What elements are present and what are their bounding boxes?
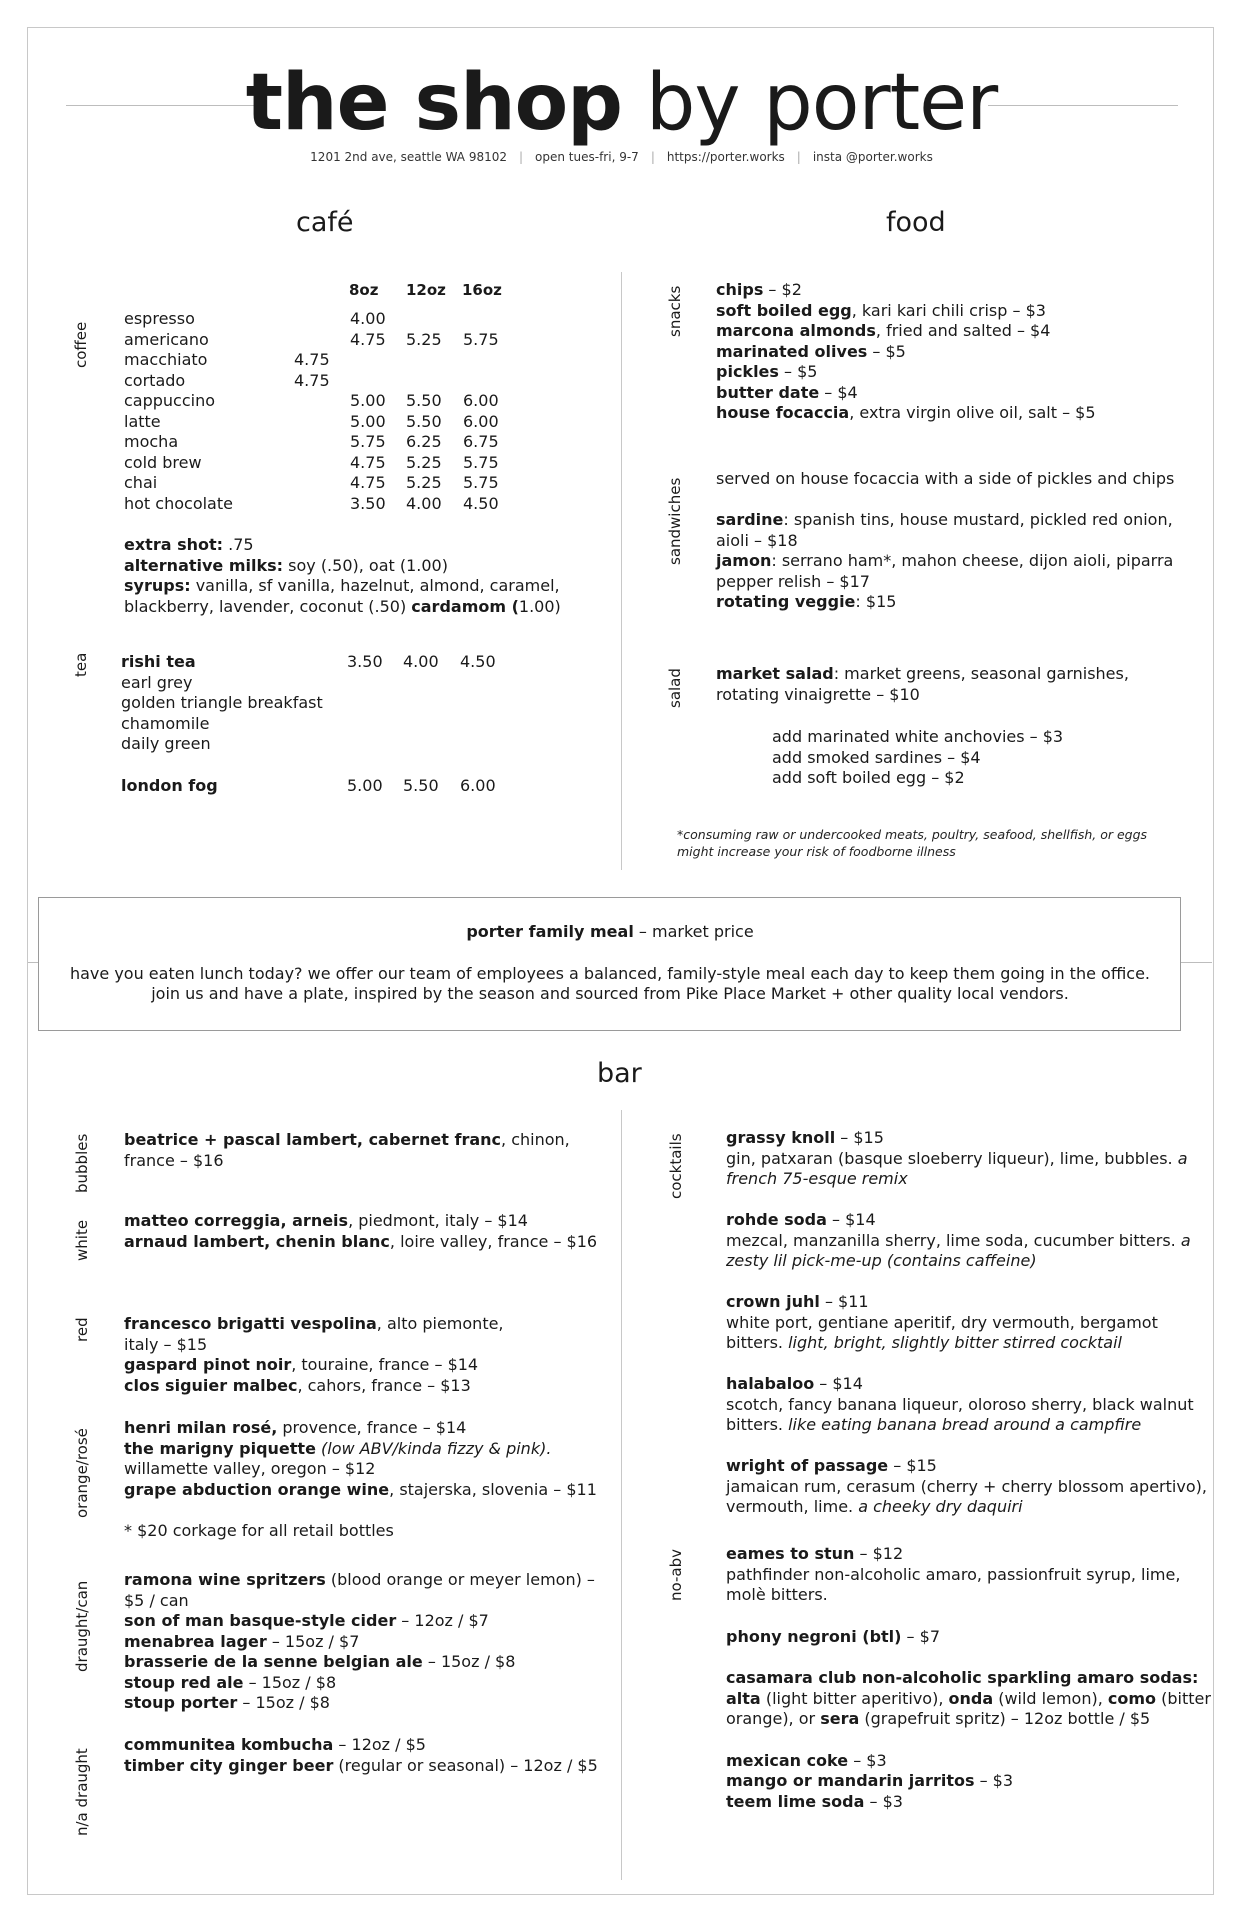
- snack-item: pickles – $5: [716, 362, 818, 381]
- coffee-price-16: 5.75: [463, 473, 499, 492]
- salad-item: market salad: market greens, seasonal garnishes, rotating vinaigrette – $10: [716, 664, 1129, 704]
- draught-list: ramona wine spritzers (blood orange or meyer lemon) – $5 / can son of man basque-style cider – 12oz / $7 menabrea lager – 15oz / $7 brasserie de la senne belgian ale – 15oz / $8 stoup red ale – 15oz / $8 stoup porter – 15oz / $8: [124, 1570, 595, 1712]
- coffee-price-8: 4.75: [350, 329, 386, 349]
- coffee-price-8: 5.00: [350, 391, 386, 410]
- sandwich-list: sardine: spanish tins, house mustard, pickled red onion, aioli – $18 jamon: serrano ham*, mahon cheese, dijon aioli, piparra pepper relish – $17 rotating veggie: $15: [716, 510, 1174, 611]
- coffee-price-12: 5.25: [406, 452, 442, 472]
- cocktail-item: rohde soda – $14 mezcal, manzanilla sherry, lime soda, cucumber bitters. a zesty lil pick-me-up (contains caffeine): [726, 1210, 1191, 1270]
- corkage-note: * $20 corkage for all retail bottles: [124, 1521, 394, 1540]
- size-8oz: 8oz: [349, 281, 379, 299]
- snack-item: house focaccia, extra virgin olive oil, salt – $5: [716, 403, 1096, 422]
- cocktail-item: wright of passage – $15 jamaican rum, cerasum (cherry + cherry blossom apertivo), vermouth, lime. a cheeky dry daquiri: [726, 1456, 1207, 1516]
- coffee-price-8: 3.50: [350, 493, 386, 513]
- na-draught-list: communitea kombucha – 12oz / $5 timber city ginger beer (regular or seasonal) – 12oz / $5: [124, 1735, 598, 1775]
- coffee-name: macchiato: [124, 350, 208, 369]
- sandwich-intro: served on house focaccia with a side of pickles and chips: [716, 469, 1175, 488]
- column-divider-bottom: [621, 1110, 622, 1880]
- coffee-name: hot chocolate: [124, 493, 233, 513]
- no-abv-list: eames to stun – $12 pathfinder non-alcoholic amaro, passionfruit syrup, lime, molè bitters. phony negroni (btl) – $7 casamara club non-alcoholic sparkling amaro sodas: alta (light bitter aperitivo), onda (wild lemon), como (bitter orange), or sera (grapefruit spritz) – 12oz bottle / $5 mexican coke – $3 mango or mandarin jarritos – $3 teem lime soda – $3: [726, 1544, 1211, 1811]
- coffee-price-12: 5.25: [406, 329, 442, 349]
- coffee-price-16: 5.75: [463, 329, 499, 349]
- coffee-price-12: 5.50: [406, 411, 442, 431]
- family-meal-line1: have you eaten lunch today? we offer our team of employees a balanced, family-style meal each day to keep them going in the office.: [69, 964, 1151, 983]
- london-fog-8: 5.00: [347, 776, 383, 795]
- coffee-price-8: 5.75: [350, 432, 386, 451]
- cocktail-list: [726, 1128, 1207, 1538]
- coffee-price-single: 4.75: [294, 370, 330, 390]
- coffee-name: americano: [124, 329, 209, 349]
- na-draught-label: n/a draught: [73, 1748, 91, 1836]
- bar-heading: bar: [597, 1058, 642, 1089]
- tea-label: tea: [72, 652, 90, 677]
- cafe-heading: café: [296, 207, 354, 238]
- food-disclaimer: *consuming raw or undercooked meats, poultry, seafood, shellfish, or eggs might increase your risk of foodborne illness: [677, 827, 1148, 859]
- coffee-price-12: 5.50: [406, 391, 442, 410]
- food-heading: food: [886, 207, 946, 238]
- size-16oz: 16oz: [462, 281, 502, 299]
- salad-addons: add marinated white anchovies – $3 add smoked sardines – $4 add soft boiled egg – $2: [772, 727, 1064, 787]
- london-fog: london fog: [121, 776, 218, 795]
- cocktail-item: crown juhl – $11 white port, gentiane aperitif, dry vermouth, bergamot bitters. light, bright, slightly bitter stirred cocktail: [726, 1292, 1158, 1352]
- page-title: the shop by porter: [245, 58, 998, 148]
- coffee-label: coffee: [72, 321, 90, 368]
- coffee-name: latte: [124, 411, 161, 431]
- snack-item: soft boiled egg, kari kari chili crisp – $3: [716, 300, 1046, 320]
- coffee-price-12: 6.25: [406, 432, 442, 451]
- snack-item: butter date – $4: [716, 382, 858, 402]
- snack-item: marcona almonds, fried and salted – $4: [716, 321, 1051, 340]
- coffee-name: cappuccino: [124, 391, 216, 410]
- edge-tick-left: [28, 962, 38, 963]
- coffee-price-8: 4.75: [350, 452, 386, 472]
- coffee-price-16: 5.75: [463, 452, 499, 472]
- salad-label: salad: [666, 668, 684, 708]
- coffee-price-8: 4.75: [350, 473, 386, 492]
- red-list: francesco brigatti vespolina, alto piemonte, italy – $15 gaspard pinot noir, touraine, france – $14 clos siguier malbec, cahors, france – $13: [124, 1314, 504, 1395]
- bubbles-item: beatrice + pascal lambert, cabernet franc, chinon, france – $16: [124, 1130, 570, 1170]
- draught-label: draught/can: [73, 1580, 91, 1672]
- coffee-name: mocha: [124, 432, 179, 451]
- edge-tick-right: [1180, 962, 1212, 963]
- coffee-name: chai: [124, 473, 158, 492]
- tea-price-16: 4.50: [460, 652, 496, 671]
- white-list: matteo correggia, arneis, piedmont, italy – $14 arnaud lambert, chenin blanc, loire valley, france – $16: [124, 1211, 598, 1251]
- tea-price-12: 4.00: [403, 652, 439, 671]
- coffee-name: cortado: [124, 370, 186, 390]
- sandwiches-label: sandwiches: [666, 477, 684, 565]
- london-fog-16: 6.00: [460, 776, 496, 795]
- coffee-price-16: 4.50: [463, 493, 499, 513]
- orange-list: henri milan rosé, provence, france – $14 the marigny piquette (low ABV/kinda fizzy & pink). willamette valley, oregon – $12 grape abduction orange wine, stajerska, slovenia – $11: [124, 1418, 597, 1499]
- cocktail-item: grassy knoll – $15 gin, patxaran (basque sloeberry liqueur), lime, bubbles. a french 75-esque remix: [726, 1128, 1188, 1188]
- header-info: 1201 2nd ave, seattle WA 98102 | open tues-fri, 9-7 | https://porter.works | insta @porter.works: [310, 150, 933, 164]
- red-label: red: [73, 1317, 91, 1342]
- no-abv-label: no-abv: [667, 1549, 685, 1601]
- family-meal-title: porter family meal – market price: [466, 922, 754, 941]
- family-meal-line2: join us and have a plate, inspired by the season and sourced from Pike Place Market + other quality local vendors.: [151, 984, 1069, 1003]
- orange-rose-label: orange/rosé: [73, 1428, 91, 1518]
- coffee-name: espresso: [124, 309, 195, 328]
- coffee-extras: extra shot: .75 alternative milks: soy (.50), oat (1.00) syrups: vanilla, sf vanilla, hazelnut, almond, caramel, blackberry, lavender, coconut (.50) cardamom (1.00): [124, 535, 561, 616]
- snacks-label: snacks: [666, 285, 684, 337]
- cocktails-label: cocktails: [667, 1133, 685, 1199]
- white-label: white: [73, 1219, 91, 1261]
- column-divider-top: [621, 272, 622, 870]
- snack-item: chips – $2: [716, 280, 802, 299]
- coffee-name: cold brew: [124, 452, 202, 472]
- coffee-price-16: 6.75: [463, 432, 499, 451]
- snacks-list: [716, 280, 1096, 424]
- coffee-price-single: 4.75: [294, 350, 330, 369]
- coffee-price-12: 5.25: [406, 473, 442, 492]
- tea-price-8: 3.50: [347, 652, 383, 671]
- tea-list: rishi tea earl grey golden triangle breakfast chamomile daily green: [121, 652, 323, 753]
- coffee-price-8: 4.00: [350, 309, 386, 328]
- bubbles-label: bubbles: [73, 1133, 91, 1193]
- snack-item: marinated olives – $5: [716, 341, 906, 361]
- size-12oz: 12oz: [406, 281, 446, 299]
- london-fog-12: 5.50: [403, 776, 439, 795]
- coffee-price-8: 5.00: [350, 411, 386, 431]
- coffee-price-16: 6.00: [463, 411, 499, 431]
- cocktail-item: halabaloo – $14 scotch, fancy banana liqueur, oloroso sherry, black walnut bitters. like eating banana bread around a campfire: [726, 1374, 1194, 1434]
- coffee-price-12: 4.00: [406, 493, 442, 513]
- coffee-price-16: 6.00: [463, 391, 499, 410]
